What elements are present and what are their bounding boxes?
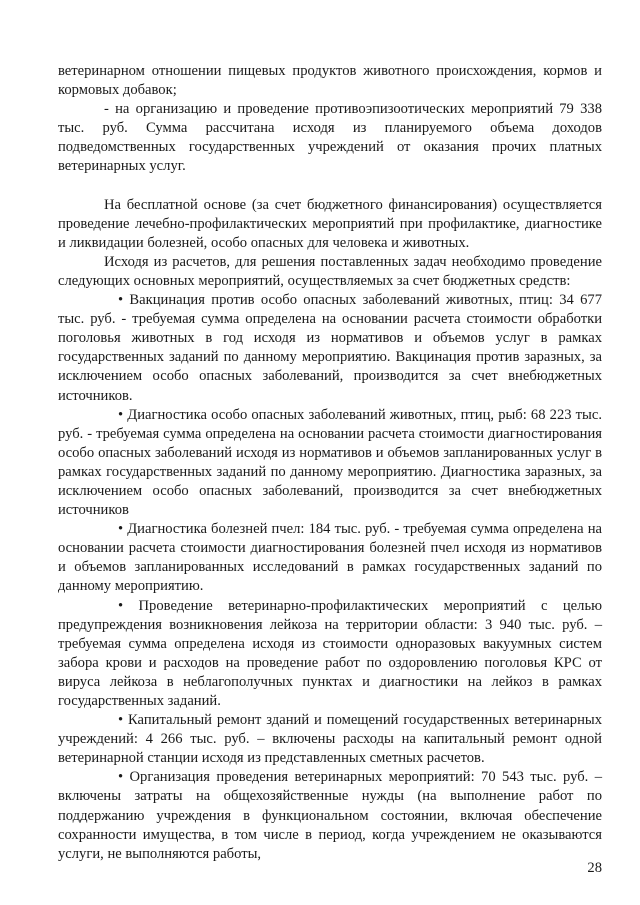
bullet-organization: • Организация проведения ветеринарных мероприятий: 70 543 тыс. руб. – включены затраты на общехозяйственные нужды (на выполнение работ по поддержанию учреждения в функциональном состоянии, включая обеспечение сохранности имущества, в том числе в период, когда учреждением не оказываются услуги, не выполняются работы, xyxy=(58,769,602,862)
page-number: 28 xyxy=(587,860,602,876)
paragraph-calculations: Исходя из расчетов, для решения поставленных задач необходимо проведение следующих основных мероприятий, осуществляемых за счет бюджетных средств: xyxy=(58,253,602,289)
bullet-vaccination: • Вакцинация против особо опасных заболеваний животных, птиц: 34 677 тыс. руб. - требуемая сумма определена на основании расчета стоимости обработки поголовья животных в год исходя из нормативов и объемов услуг в рамках государственных заданий по данному мероприятию. Вакцинация против заразных, за исключением особо опасных заболеваний, производится за счет внебюджетных источников. xyxy=(58,292,602,404)
paragraph-free-basis: На бесплатной основе (за счет бюджетного финансирования) осуществляется проведение лечебно-профилактических мероприятий при профилактике, диагностике и ликвидации болезней, особо опасных для человека и животных. xyxy=(58,196,602,251)
bullet-diagnostics-animals: • Диагностика особо опасных заболеваний животных, птиц, рыб: 68 223 тыс. руб. - требуемая сумма определена на основании расчета стоимости диагностирования особо опасных заболеваний исходя из нормативов и объемов запланированных услуг в рамках государственных заданий по данному мероприятию. Диагностика заразных, за исключением особо опасных заболеваний, производится за счет внебюджетных источников xyxy=(58,406,602,519)
bullet-diagnostics-bees: • Диагностика болезней пчел: 184 тыс. руб. - требуемая сумма определена на основании расчета стоимости диагностирования болезней пчел исходя из нормативов и объемов запланированных исследований в рамках государственных заданий по данному мероприятию. xyxy=(58,521,602,595)
bullet-leukosis: • Проведение ветеринарно-профилактических мероприятий с целью предупреждения возникновения лейкоза на территории области: 3 940 тыс. руб. – требуемая сумма определена исходя из стоимости одноразовых вакуумных систем забора крови и расходов на проведение работ по оздоровлению поголовья КРС от вируса лейкоза в неблагополучных пунктах и диагностики на лейкоз в рамках государственных заданий. xyxy=(58,597,602,709)
paragraph-gap xyxy=(58,177,602,196)
paragraph-antiepizootic: - на организацию и проведение противоэпизоотических мероприятий 79 338 тыс. руб. Сумма рассчитана исходя из планируемого объема доходов подведомственных государственных учреждений от оказания прочих платных ветеринарных услуг. xyxy=(58,101,602,175)
bullet-capital-repair: • Капитальный ремонт зданий и помещений государственных ветеринарных учреждений: 4 266 тыс. руб. – включены расходы на капитальный ремонт одной ветеринарной станции исходя из представленных сметных расчетов. xyxy=(58,712,602,767)
paragraph-vet-products: ветеринарном отношении пищевых продуктов животного происхождения, кормов и кормовых добавок; xyxy=(58,63,602,99)
